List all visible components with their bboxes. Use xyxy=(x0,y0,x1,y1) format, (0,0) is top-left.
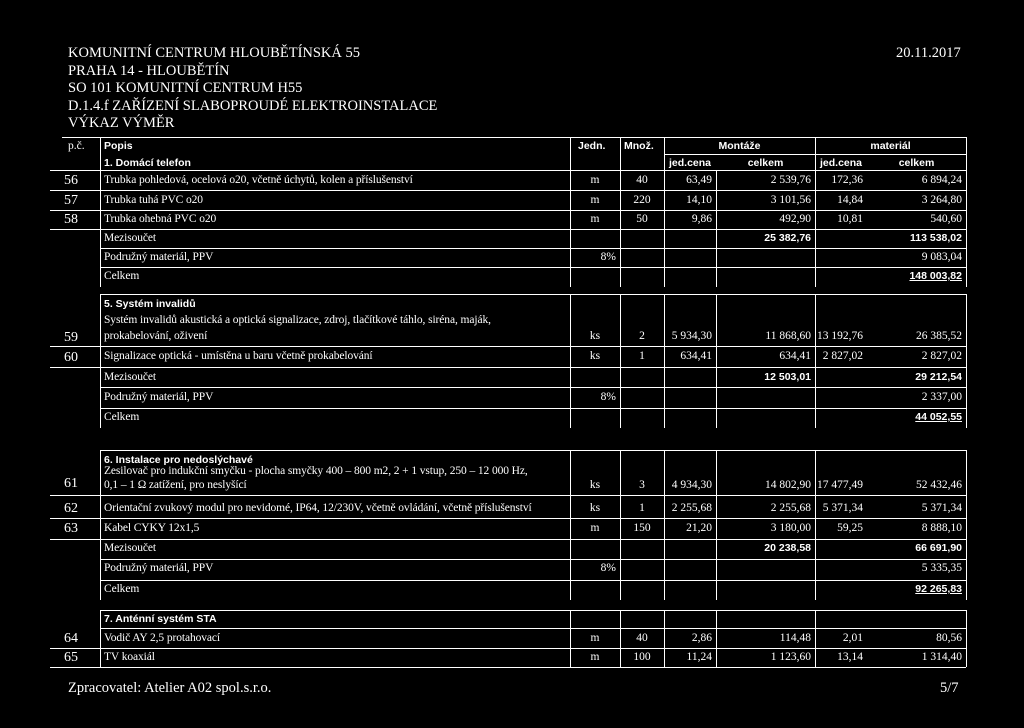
header-line-1: KOMUNITNÍ CENTRUM HLOUBĚTÍNSKÁ 55 xyxy=(68,45,360,61)
ppv-label: Podružný materiál, PPV xyxy=(104,562,214,574)
row-montaze-total: 14 802,90 xyxy=(765,479,811,491)
subtotal-montaze: 20 238,58 xyxy=(764,542,811,554)
header-line-4: D.1.4.f ZAŘÍZENÍ SLABOPROUDÉ ELEKTROINSTALACE xyxy=(68,97,438,114)
row-description-line-1: Systém invalidů akustická a optická signalizace, zdroj, tlačítkové táhlo, siréna, maják, xyxy=(104,314,491,326)
total-label: Celkem xyxy=(104,270,140,282)
row-number: 64 xyxy=(64,631,78,646)
row-description-line-2: prokabelování, oživení xyxy=(104,330,208,342)
row-montaze-total: 3 101,56 xyxy=(770,194,811,206)
row-quantity: 40 xyxy=(636,174,648,186)
ppv-percent: 8% xyxy=(600,391,616,403)
row-quantity: 3 xyxy=(639,479,645,491)
row-montaze-unit-price: 21,20 xyxy=(686,522,712,534)
col-header-material-jed-cena: jed.cena xyxy=(819,157,863,169)
subtotal-montaze: 25 382,76 xyxy=(764,232,811,244)
row-unit: m xyxy=(590,651,600,663)
total-label: Celkem xyxy=(104,411,140,423)
row-quantity: 1 xyxy=(639,350,645,362)
section-title: 5. Systém invalidů xyxy=(104,298,196,310)
row-montaze-unit-price: 2,86 xyxy=(691,632,712,644)
row-unit: ks xyxy=(589,350,601,362)
row-number: 60 xyxy=(64,350,78,365)
row-material-total: 80,56 xyxy=(936,632,962,644)
row-number: 58 xyxy=(64,212,78,227)
row-montaze-total: 492,90 xyxy=(779,213,811,225)
row-description: Kabel CYKY 12x1,5 xyxy=(104,522,200,534)
row-unit: ks xyxy=(589,479,601,491)
row-montaze-total: 11 868,60 xyxy=(765,330,811,342)
row-description: TV koaxiál xyxy=(104,651,155,663)
row-material-unit-price: 10,81 xyxy=(837,213,863,225)
document-date: 20.11.2017 xyxy=(896,45,961,61)
row-montaze-unit-price: 634,41 xyxy=(680,350,712,362)
row-material-total: 540,60 xyxy=(930,213,962,225)
col-header-pc: p.č. xyxy=(68,140,85,152)
row-number: 56 xyxy=(64,173,78,188)
subtotal-label: Mezisoučet xyxy=(104,542,157,554)
row-material-total: 8 888,10 xyxy=(921,522,962,534)
section-title: 1. Domácí telefon xyxy=(104,157,191,169)
row-montaze-total: 1 123,60 xyxy=(770,651,811,663)
row-description-line-2: 0,1 – 1 Ω zatížení, pro neslyšící xyxy=(104,479,247,491)
row-montaze-unit-price: 9,86 xyxy=(691,213,712,225)
row-quantity: 40 xyxy=(636,632,648,644)
row-material-unit-price: 14,84 xyxy=(837,194,863,206)
row-material-unit-price: 13,14 xyxy=(837,651,863,663)
footer-author: Zpracovatel: Atelier A02 spol.s.r.o. xyxy=(68,680,272,696)
subtotal-label: Mezisoučet xyxy=(104,371,157,383)
ppv-percent: 8% xyxy=(600,562,616,574)
row-montaze-unit-price: 2 255,68 xyxy=(671,502,712,514)
row-description: Signalizace optická - umístěna u baru včetně prokabelování xyxy=(104,350,373,362)
row-montaze-total: 2 255,68 xyxy=(770,502,811,514)
row-montaze-total: 2 539,76 xyxy=(770,174,811,186)
subtotal-material: 113 538,02 xyxy=(910,232,962,244)
row-unit: ks xyxy=(589,502,601,514)
row-unit: m xyxy=(590,194,600,206)
ppv-value: 2 337,00 xyxy=(921,391,962,403)
row-description: Trubka pohledová, ocelová o20, včetně úchytů, kolen a příslušenství xyxy=(104,174,413,186)
ppv-value: 9 083,04 xyxy=(921,251,962,263)
row-material-unit-price: 59,25 xyxy=(837,522,863,534)
row-description: Vodič AY 2,5 protahovací xyxy=(104,632,220,644)
row-montaze-unit-price: 63,49 xyxy=(686,174,712,186)
row-material-total: 26 385,52 xyxy=(916,330,962,342)
ppv-value: 5 335,35 xyxy=(921,562,962,574)
subtotal-material: 29 212,54 xyxy=(915,371,962,383)
col-header-popis: Popis xyxy=(104,140,133,152)
row-material-total: 3 264,80 xyxy=(921,194,962,206)
row-material-unit-price: 5 371,34 xyxy=(822,502,863,514)
col-header-material: materiál xyxy=(870,140,911,152)
total-value: 92 265,83 xyxy=(915,583,962,595)
ppv-label: Podružný materiál, PPV xyxy=(104,251,214,263)
row-unit: m xyxy=(590,632,600,644)
row-material-total: 2 827,02 xyxy=(921,350,962,362)
row-montaze-total: 3 180,00 xyxy=(770,522,811,534)
row-montaze-total: 634,41 xyxy=(779,350,811,362)
row-material-unit-price: 2,01 xyxy=(842,632,863,644)
row-description: Orientační zvukový modul pro nevidomé, IP64, 12/230V, včetně ovládání, včetně příslušenství xyxy=(104,502,532,514)
row-material-total: 52 432,46 xyxy=(916,479,962,491)
row-montaze-unit-price: 11,24 xyxy=(686,651,712,663)
row-number: 65 xyxy=(64,650,78,665)
row-description: Trubka tuhá PVC o20 xyxy=(104,194,203,206)
ppv-label: Podružný materiál, PPV xyxy=(104,391,214,403)
subtotal-montaze: 12 503,01 xyxy=(764,371,811,383)
row-number: 63 xyxy=(64,521,78,536)
row-description-line-1: Zesilovač pro indukční smyčku - plocha smyčky 400 – 800 m2, 2 + 1 vstup, 250 – 12 000 Hz, xyxy=(104,465,528,477)
header-line-3: SO 101 KOMUNITNÍ CENTRUM H55 xyxy=(68,80,303,96)
ppv-percent: 8% xyxy=(600,251,616,263)
total-value: 44 052,55 xyxy=(915,411,962,423)
row-number: 59 xyxy=(64,330,78,345)
row-quantity: 220 xyxy=(633,194,651,206)
total-label: Celkem xyxy=(104,583,140,595)
row-material-unit-price: 13 192,76 xyxy=(817,330,863,342)
row-number: 57 xyxy=(64,193,78,208)
col-header-montaze-celkem: celkem xyxy=(747,157,784,169)
col-header-jedn: Jedn. xyxy=(578,140,606,152)
subtotal-material: 66 691,90 xyxy=(915,542,962,554)
section-title: 7. Anténní systém STA xyxy=(104,613,217,625)
row-material-total: 6 894,24 xyxy=(921,174,962,186)
row-material-total: 5 371,34 xyxy=(921,502,962,514)
col-header-mnoz: Množ. xyxy=(624,140,654,152)
row-material-unit-price: 2 827,02 xyxy=(822,350,863,362)
row-unit: m xyxy=(590,174,600,186)
page-number: 5/7 xyxy=(940,680,959,696)
row-quantity: 100 xyxy=(633,651,651,663)
section-title: 6. Instalace pro nedoslýchavé xyxy=(104,454,253,466)
document-header xyxy=(68,45,437,133)
row-number: 62 xyxy=(64,501,78,516)
header-line-2: PRAHA 14 - HLOUBĚTÍN xyxy=(68,62,230,79)
total-value: 148 003,82 xyxy=(909,270,962,282)
col-header-material-celkem: celkem xyxy=(898,157,935,169)
header-line-5: VÝKAZ VÝMĚR xyxy=(68,115,175,131)
row-description: Trubka ohebná PVC o20 xyxy=(104,213,217,225)
row-montaze-unit-price: 5 934,30 xyxy=(671,330,712,342)
row-montaze-unit-price: 4 934,30 xyxy=(671,479,712,491)
row-unit: ks xyxy=(589,330,601,342)
row-quantity: 1 xyxy=(639,502,645,514)
row-montaze-total: 114,48 xyxy=(779,632,811,644)
row-unit: m xyxy=(590,522,600,534)
row-number: 61 xyxy=(64,476,78,491)
row-material-total: 1 314,40 xyxy=(921,651,962,663)
row-montaze-unit-price: 14,10 xyxy=(686,194,712,206)
row-material-unit-price: 17 477,49 xyxy=(817,479,863,491)
col-header-montaze: Montáže xyxy=(718,140,761,152)
row-unit: m xyxy=(590,213,600,225)
subtotal-label: Mezisoučet xyxy=(104,232,157,244)
row-quantity: 2 xyxy=(639,330,645,342)
row-material-unit-price: 172,36 xyxy=(831,174,863,186)
row-quantity: 50 xyxy=(636,213,648,225)
col-header-montaze-jed-cena: jed.cena xyxy=(668,157,712,169)
row-quantity: 150 xyxy=(633,522,651,534)
